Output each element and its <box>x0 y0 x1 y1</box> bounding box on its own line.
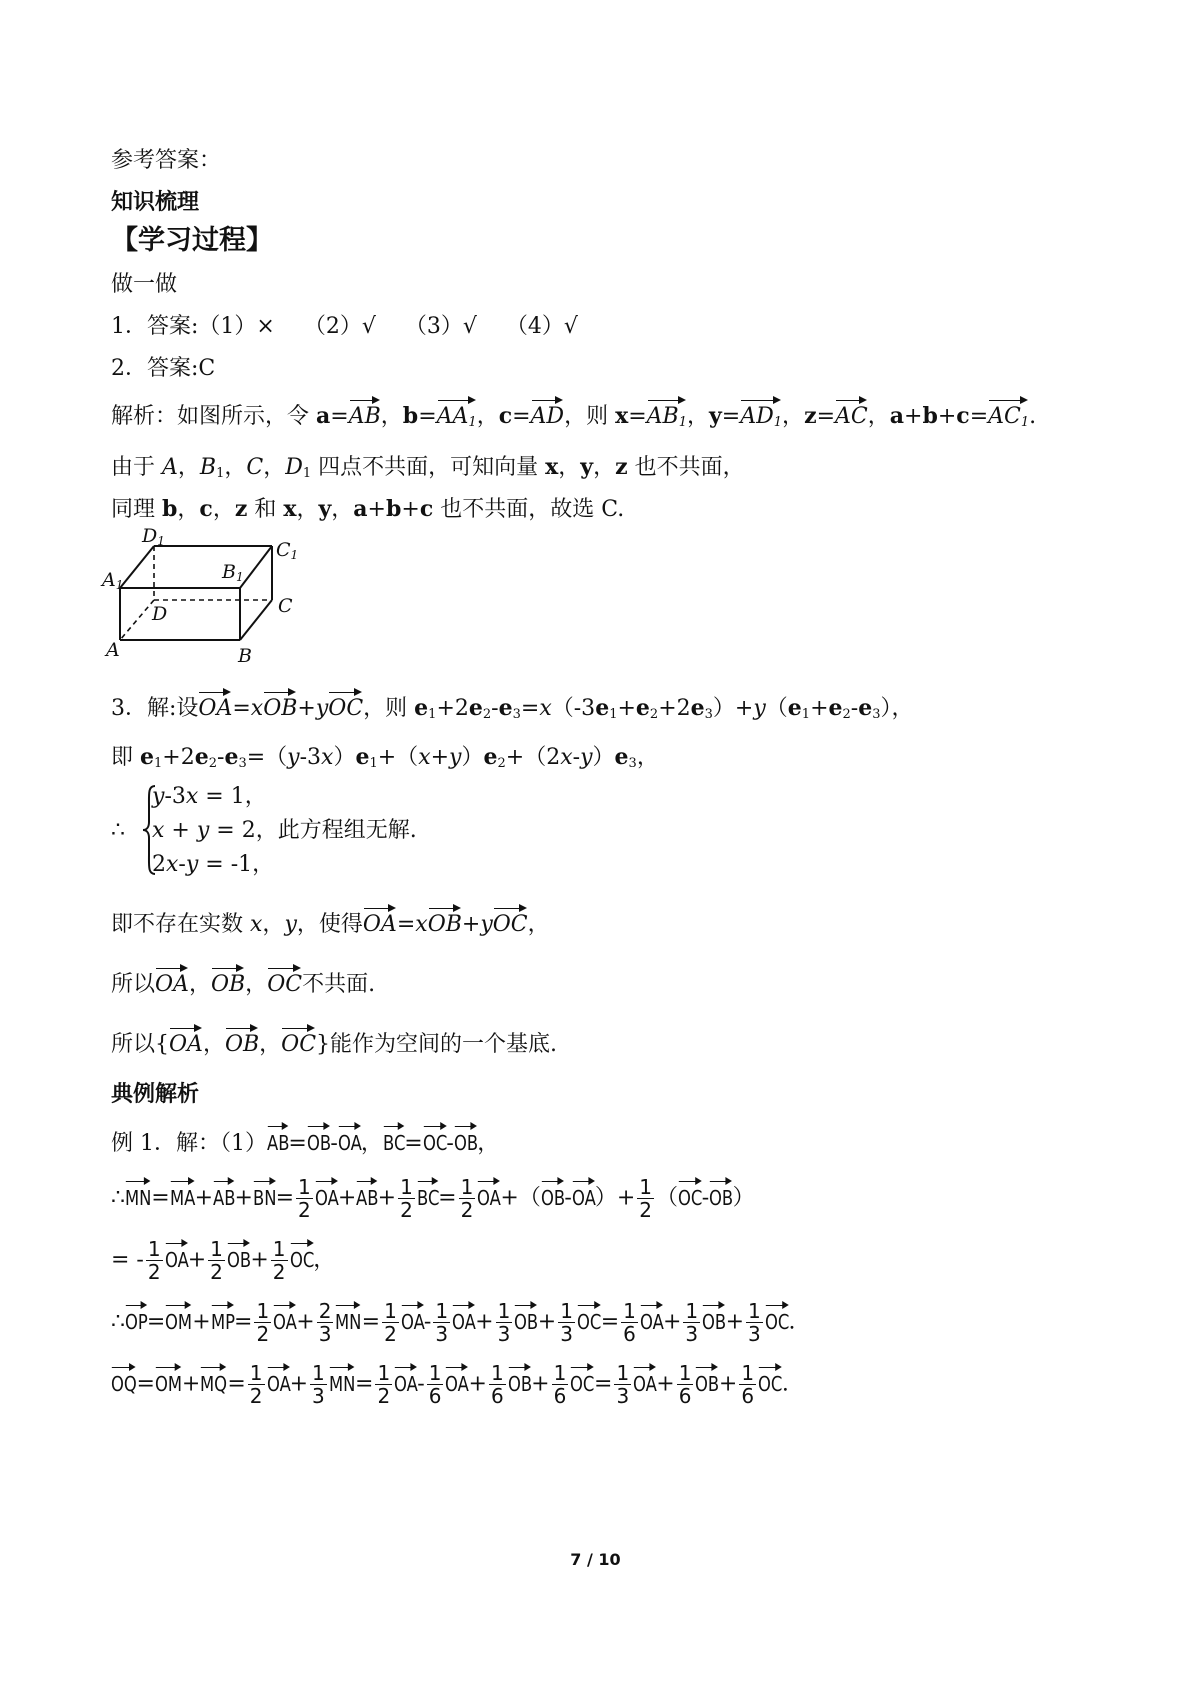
ji-line: 即 $e_1+2e_2-e_3=(y-3x)e_1+(x+y)e_2+(2x-y)e_3$， <box>111 744 659 771</box>
zuoyizuo-label: 做一做 <box>111 272 178 297</box>
therefore-symbol: ∴ <box>111 818 125 843</box>
label-D1: D1 <box>142 525 165 548</box>
bucunzai-line: 即不存在实数 x，y，使得OA=xOB+yOC， <box>111 904 550 940</box>
label-B: B <box>238 645 252 667</box>
knowledge-heading: 知识梳理 <box>111 190 200 215</box>
page-number: 7 / 10 <box>570 1550 621 1569</box>
label-A1: A1 <box>102 569 124 592</box>
label-C: C <box>278 595 293 617</box>
gongmian-line: 所以OA，OB，OC不共面. <box>111 964 375 1000</box>
example1-line4: ∴OP=OM+MP= $\frac{1}{2}$ OA+ $\frac{2}{3}$ MN= $\frac{1}{2}$ OA- $\frac{1}{3}$ OA+ $\frac{1}{3}$ OB+ $\frac{1}{3}$ OC= $\frac{1}{6}$ OA+ $\frac{1}{3}$ OB+ $\frac{1}{3}$ OC. <box>111 1299 796 1346</box>
ref-heading: 参考答案： <box>111 148 222 173</box>
label-C1: C1 <box>276 539 299 562</box>
example1-line2: ∴MN=MA+AB+BN= $\frac{1}{2}$ OA+AB+ $\frac{1}{2}$ BC= $\frac{1}{2}$ OA+（OB-OA）+ $\frac{1}{2}$ （OC-OB） <box>111 1175 755 1222</box>
dianli-heading: 典例解析 <box>111 1082 200 1107</box>
q3-line: 3．解:设OA=xOB+yOC，则 $e_1+2e_2-e_3=x(-3e_1+e_2+2e_3)+y(e_1+e_2-e_3)$， <box>111 688 914 730</box>
example1-line1: 例 1．解：（1）AB=OB-OA，BC=OC-OB， <box>111 1122 499 1159</box>
example1-line3: = - $\frac{1}{2}$ OA+ $\frac{1}{2}$ OB+ $\frac{1}{2}$ OC， <box>111 1237 336 1284</box>
answer-2: 2．答案:C <box>111 356 216 381</box>
answer-1: 1．答案:（1）× （2）√ （3）√ （4）√ <box>111 314 578 339</box>
system-eq2: x + y = 2，此方程组无解. <box>152 818 417 843</box>
label-D: D <box>152 603 168 625</box>
tongli-line: 同理 b，c，z 和 x，y，a+b+c 也不共面，故选 C. <box>111 496 625 522</box>
jidi-line: 所以{OA，OB，OC}能作为空间的一个基底. <box>111 1024 557 1060</box>
jiexi-line: 解析：如图所示，令 a=AB，$b=AA_1$，c=AD，则 $x=AB_1$，$y=AD_1$，z=AC，$a+b+c=AC_1$. <box>111 396 1036 438</box>
youyu-line: 由于 A，$B_1$，C，$D_1$ 四点不共面，可知向量 x，y，z 也不共面， <box>111 454 745 481</box>
process-heading: 【学习过程】 <box>111 225 273 256</box>
label-B1: B1 <box>222 561 244 584</box>
system-eq3: 2x-y = -1， <box>152 852 275 877</box>
label-A: A <box>106 639 120 661</box>
example1-line5: OQ=OM+MQ= $\frac{1}{2}$ OA+ $\frac{1}{3}$ MN= $\frac{1}{2}$ OA- $\frac{1}{6}$ OA+ $\frac{1}{6}$ OB+ $\frac{1}{6}$ OC= $\frac{1}{3}$ OA+ $\frac{1}{6}$ OB+ $\frac{1}{6}$ OC. <box>111 1361 789 1408</box>
system-eq1: y-3x = 1， <box>152 784 267 809</box>
cuboid-figure <box>102 525 314 678</box>
